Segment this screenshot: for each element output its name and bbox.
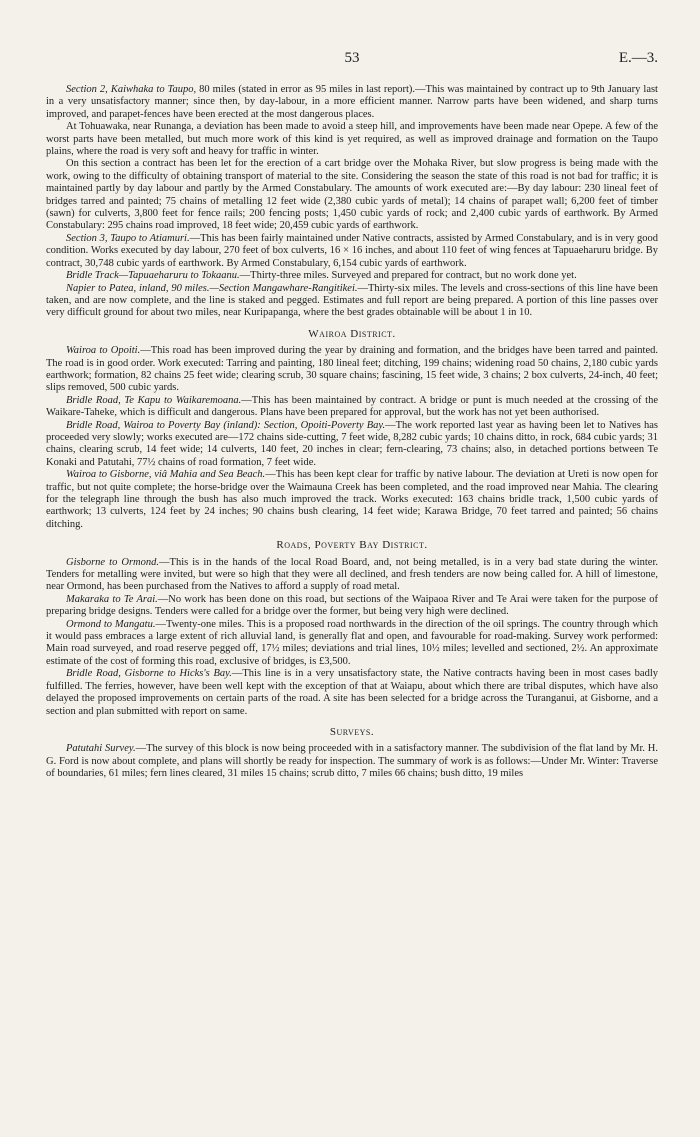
paragraph-text: —No work has been done on this road, but sections of the Waipaoa River and Te Arai were taken for the purpose of preparing bridge designs. Tenders were called for a bridge over the former, but being very high were declined. — [46, 593, 658, 618]
section-wairoa-district — [46, 328, 658, 532]
paragraph-lead: Section 3, Taupo to Atiamuri. — [66, 232, 190, 244]
paragraph-text: —This road has been improved during the year by draining and formation, and the bridges have been tarred and painted. The road is in good order. Work executed: Tarring and painting, 180 lineal feet; ditching, 199 chains; widening road 50 chains, 2,180 cubic yards earthwork; formation, 82 chains 25 feet wide; clearing scrub, 30 square chains; fascining, 15 feet wide, 3 chains; 2 box culverts, 24-inch, 40 feet; slips removed, 500 cubic yards. — [46, 345, 658, 394]
paragraph-lead: Bridle Road, Gisborne to Hicks's Bay. — [66, 668, 232, 680]
paragraph-text: 80 miles (stated in error as 95 miles in last report).—This was maintained by contract up to 9th January last in a very unsatisfactory manner; since then, by day-labour, in a more efficient manner. Narrow parts have been widened, and sharp turns improved, and parapet-fences have been erected at the most dangerous places. — [46, 84, 658, 120]
paragraph — [46, 594, 658, 619]
paragraph — [46, 283, 658, 320]
paragraph-text: —This has been fairly maintained under Native contracts, assisted by Armed Constabulary, and is in very good condition. Works executed by day labour, 270 feet of box culverts, 16 × 16 inches, and about 110 feet of wing fences at Tapuaeharuru bridge. By contract, 30,748 cubic yards of earthwork. By Armed Constabulary, 6,154 cubic yards of earthwork. — [46, 232, 658, 269]
paragraph-lead: Bridle Road, Wairoa to Poverty Bay (inland): Section, Opoiti-Poverty Bay. — [66, 419, 386, 431]
paragraph-lead: Wairoa to Opoiti. — [66, 345, 141, 357]
paragraph-text: —Thirty-three miles. Surveyed and prepared for contract, but no work done yet. — [239, 270, 577, 282]
paragraph — [46, 84, 658, 121]
section-poverty-bay-roads — [46, 539, 658, 718]
paragraph-text: —This line is in a very unsatisfactory state, the Native contracts having been in most cases badly fulfilled. The ferries, however, have been well kept with the exception of that at Waiapu, about which there are tribal disputes, which have also delayed the proposed improvements on certain parts of the road. A site has been selected for a bridge across the Turanganui, at Gisborne, and a section and plan submitted with report on same. — [46, 668, 658, 717]
paragraph — [46, 469, 658, 531]
paragraph — [46, 743, 658, 780]
paragraph-lead: Makaraka to Te Arai. — [66, 593, 158, 605]
paragraph-lead: Section 2, Kaiwhaka to Taupo, — [66, 84, 197, 95]
paragraph — [46, 668, 658, 718]
paragraph-text: —This has been maintained by contract. A bridge or punt is much needed at the crossing of the Waikare-Taheke, which is difficult and dangerous. Plans have been prepared for approval, but the work has not yet been authorised. — [46, 394, 658, 419]
paragraph-lead: Patutahi Survey. — [66, 743, 136, 755]
paragraph-lead: Bridle Road, Te Kapu to Waikaremoana. — [66, 394, 242, 406]
paragraph-text: —The work reported last year as having been let to Natives has proceeded very slowly; works executed are—172 chains side-cutting, 7 feet wide, 8,282 cubic yards; 10 chains ditto, in rock, 684 cubic yards; 31 chains, clearing scrub, 14 feet wide; 14 culverts, 140 feet, 20 inches in clear; fern-clearing, 73 chains; also, in detached portions between Te Konaki and Patutahi, 77½ chains of road formation, 7 feet wide. — [46, 419, 658, 468]
paragraph — [46, 233, 658, 270]
document-body — [46, 84, 658, 781]
paragraph-text: —This is in the hands of the local Road Board, and, not being metalled, is in a very bad state during the winter. Tenders for metalling were invited, but were so high that they were all declined, and fresh tenders are now being called for. A hill of limestone, near Ormond, has been purchased from the Natives to afford a supply of road metal. — [46, 556, 658, 593]
paragraph-text: On this section a contract has been let for the erection of a cart bridge over the Mohaka River, but slow progress is being made with the work, owing to the difficulty of obtaining transport of material to the site. Considering the season the state of this road is not bad for traffic; it is maintained partly by day labour and partly by the Armed Constabulary. The amounts of work executed are:—By day labour: 230 lineal feet of bridges tarred and painted; 75 chains of metalling 12 feet wide (2,380 cubic yards of metal); 14 chains of parapet wall; 6,200 feet of timber (sawn) for culverts, 3,800 feet for fence rails; 200 fencing posts; 1,450 cubic yards of rock; and 2,400 cubic yards of earthwork. By Armed Constabulary: 295 chains road improved, 18 feet wide; 20,459 cubic yards of earthwork. — [46, 158, 658, 232]
section-taupo-roads — [46, 84, 658, 320]
paragraph — [46, 158, 658, 232]
document-reference: E.—3. — [618, 50, 658, 66]
paragraph — [46, 270, 658, 282]
paragraph — [46, 121, 658, 158]
paragraph-lead: Bridle Track—Tapuaeharuru to Tokaanu. — [66, 270, 240, 282]
paragraph-text: At Tohuawaka, near Runanga, a deviation has been made to avoid a steep hill, and improvements have been made near Opepe. A few of the worst parts have been metalled, but much more work of this kind is yet required, as well as improved drainage and formation on the Taupo plains, where the road is very soft and heavy for traffic in winter. — [46, 121, 658, 158]
section-heading: Wairoa District. — [308, 327, 396, 340]
section-heading: Roads, Poverty Bay District. — [276, 539, 428, 552]
section-surveys — [46, 726, 658, 781]
paragraph — [46, 619, 658, 669]
paragraph — [46, 345, 658, 395]
paragraph-text: —This has been kept clear for traffic by native labour. The deviation at Ureti is now open for traffic, but not quite complete; the horse-bridge over the Waimauna Creek has been completed, and the road improved near Mahia. The clearing for the telegraph line through the bush has also much improved the track. Works executed: 163 chains bridle track, 1,500 cubic yards of earthwork; 13 culverts, 124 feet by 24 inches; 90 chains bush clearing, 14 feet wide; Karawa Bridge, 70 feet tarred and painted; 56 chains ditching. — [46, 469, 658, 530]
paragraph-lead: Napier to Patea, inland, 90 miles.—Section Mangawhare-Rangitikei. — [66, 282, 358, 294]
section-heading: Surveys. — [329, 725, 375, 738]
paragraph-lead: Gisborne to Ormond. — [66, 556, 160, 568]
paragraph-lead: Wairoa to Gisborne, viâ Mahia and Sea Beach. — [66, 469, 266, 481]
paragraph — [46, 420, 658, 470]
page-header — [46, 50, 658, 74]
page-number: 53 — [344, 50, 360, 66]
paragraph-lead: Ormond to Mangatu. — [66, 618, 156, 630]
paragraph-text: —Thirty-six miles. The levels and cross-sections of this line have been taken, and are now complete, and the line is staked and pegged. Estimates and full report are being prepared. A portion of this line passes over very difficult ground for about two miles, near Kuripapanga, where the best grades obtainable will be about 1 in 10. — [46, 282, 658, 319]
paragraph-text: —Twenty-one miles. This is a proposed road northwards in the direction of the oil springs. The country through which it would pass embraces a large extent of rich alluvial land, is generally flat and open, and favourable for road-making. Survey work performed: Main road surveyed, and road reserve pegged off, 17½ miles; deviations and trial lines, 10½ miles; levelled and sectioned, 2½. An approximate estimate of the cost of forming this road, exclusive of bridges, is £3,500. — [46, 618, 658, 667]
paragraph — [46, 557, 658, 594]
paragraph — [46, 395, 658, 420]
paragraph-text: —The survey of this block is now being proceeded with in a satisfactory manner. The subdivision of the flat land by Mr. H. G. Ford is now about complete, and plans will shortly be ready for inspection. The summary of work is as follows:—Under Mr. Winter: Traverse of boundaries, 61 miles; fern lines cleared, 31 miles 15 chains; scrub ditto, 7 miles 66 chains; bush ditto, 19 miles — [46, 743, 659, 780]
